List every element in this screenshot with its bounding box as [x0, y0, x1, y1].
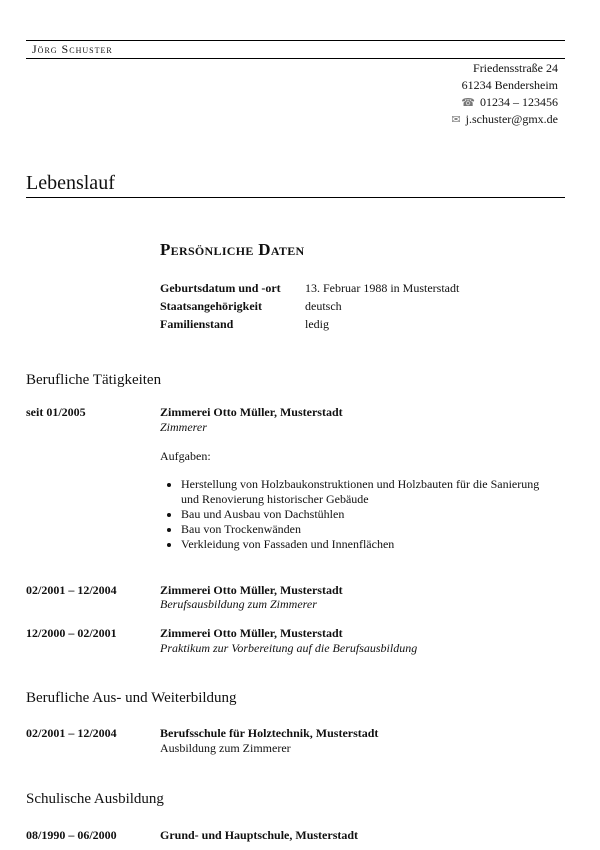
phone-icon: ☎ [461, 97, 475, 109]
email-address[interactable]: j.schuster@gmx.de [465, 112, 558, 126]
list-item: • Bau und Ausbau von Dachstühlen [181, 507, 551, 522]
training-institution-1: Berufsschule für Holztechnik, Musterstadt [160, 726, 379, 740]
address-phone [461, 94, 558, 111]
title-rule [26, 197, 565, 198]
personal-value-nationality: deutsch [305, 299, 342, 313]
header-rule-top [26, 40, 565, 41]
personal-label-birth: Geburtsdatum und -ort [160, 281, 281, 295]
work-role-2: Berufsausbildung zum Zimmerer [160, 597, 317, 611]
work-heading: Berufliche Tätigkeiten [26, 372, 162, 388]
personal-heading: Persönliche Daten [160, 240, 305, 259]
mail-icon: ✉ [451, 114, 461, 126]
training-date-1: 02/2001 – 12/2004 [26, 726, 117, 740]
list-item: • Herstellung von Holzbaukonstruktionen und Holzbauten für die Sanierung und Renovierung historischer Gebäude [181, 477, 551, 507]
school-institution-1: Grund- und Hauptschule, Musterstadt [160, 828, 359, 842]
work-role-1: Zimmerer [160, 420, 207, 434]
list-item: • Verkleidung von Fassaden und Innenflächen [181, 537, 551, 552]
work-date-1: seit 01/2005 [26, 405, 86, 419]
address-city: 61234 Bendersheim [461, 78, 558, 92]
school-date-1: 08/1990 – 06/2000 [26, 828, 117, 842]
work-tasks-list [160, 477, 551, 552]
page-title: Lebenslauf [26, 172, 115, 194]
training-heading: Berufliche Aus- und Weiterbildung [26, 690, 237, 706]
personal-label-family: Familienstand [160, 317, 234, 331]
work-tasks-label: Aufgaben: [160, 449, 211, 463]
personal-label-nationality: Staatsangehörigkeit [160, 299, 262, 313]
phone-number: 01234 – 123456 [480, 95, 558, 109]
list-item: • Bau von Trockenwänden [181, 522, 551, 537]
training-detail-1: Ausbildung zum Zimmerer [160, 741, 291, 755]
school-heading: Schulische Ausbildung [26, 791, 164, 807]
address-street: Friedensstraße 24 [473, 61, 558, 75]
work-date-2: 02/2001 – 12/2004 [26, 583, 117, 597]
work-employer-2: Zimmerei Otto Müller, Musterstadt [160, 583, 343, 597]
header-name: Jörg Schuster [32, 42, 113, 56]
header-rule [26, 58, 565, 59]
work-role-3: Praktikum zur Vorbereitung auf die Berufsausbildung [160, 641, 418, 655]
work-date-3: 12/2000 – 02/2001 [26, 626, 117, 640]
personal-value-birth: 13. Februar 1988 in Musterstadt [305, 281, 460, 295]
work-employer-3: Zimmerei Otto Müller, Musterstadt [160, 626, 343, 640]
personal-value-family: ledig [305, 317, 329, 331]
work-employer-1: Zimmerei Otto Müller, Musterstadt [160, 405, 343, 419]
address-email [451, 111, 558, 128]
